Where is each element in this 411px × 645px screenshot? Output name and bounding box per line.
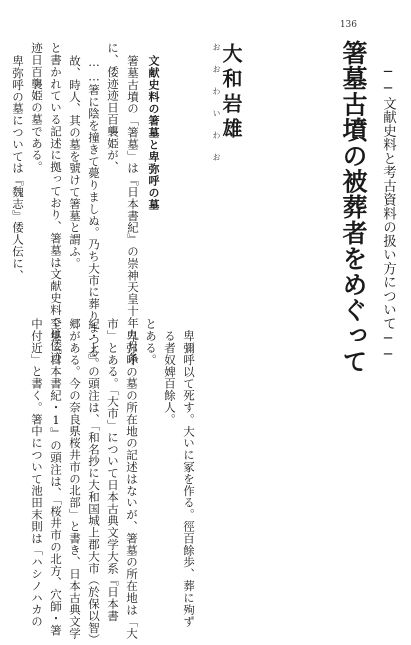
quote-line: 故、時人、其の墓を號けて箸墓と謂ふ。 (68, 55, 82, 270)
body-line: と書かれている記述に拠っており、箸墓は文献史料では倭迹 (49, 42, 63, 364)
body-line: 箸墓古墳の「箸墓」は『日本書紀』の崇神天皇十年九月条 (126, 55, 140, 365)
section-heading: 文献史料の箸墓と卑弥呼の墓 (147, 55, 160, 211)
article-title: 箸墓古墳の被葬者をめぐって (339, 40, 368, 375)
quote-line: ……箸に陰を撞きて薨りましぬ。乃ち大市に葬りまつる。 (87, 55, 101, 370)
author-ruby: おおわいわお (212, 43, 221, 175)
body-line: 紀・上』の頭注は、「和名抄に大和国城上郡大市（於保以智） (87, 318, 101, 645)
quote-line: る者奴婢百餘人。 (163, 330, 177, 426)
page-number: 136 (339, 20, 357, 30)
body-line: 迹日百襲姫の墓である。 (30, 42, 44, 173)
body-line: 卑弥呼の墓の所在地の記述はないが、箸墓の所在地は「大 (125, 330, 139, 640)
body-line: とある。 (144, 318, 158, 366)
body-line: 中付近」と書く。箸中について池田末則は「ハシノハカの (30, 318, 44, 628)
article-subtitle: ──文献史料と考古資料の扱い方について── (380, 64, 396, 363)
quote-line: 卑彌呼以て死す。大いに冢を作る。徑百餘歩、葬に殉ず (182, 330, 196, 628)
body-line: 郷がある。今の奈良県桜井市の北部」と書き、日本古典文学 (68, 318, 82, 640)
body-line: に、倭迹迹日百襲姫が、 (106, 42, 120, 173)
author-name: 大和岩雄 (219, 43, 243, 143)
body-line: 卑弥呼の墓については『魏志』倭人伝に、 (11, 55, 25, 282)
body-line: 全集『日本書紀・1』の頭注は、「桜井市の北方、穴師・箸 (49, 318, 63, 637)
body-line: 市」とある。「大市」について日本古典文学大系『日本書 (106, 318, 120, 622)
